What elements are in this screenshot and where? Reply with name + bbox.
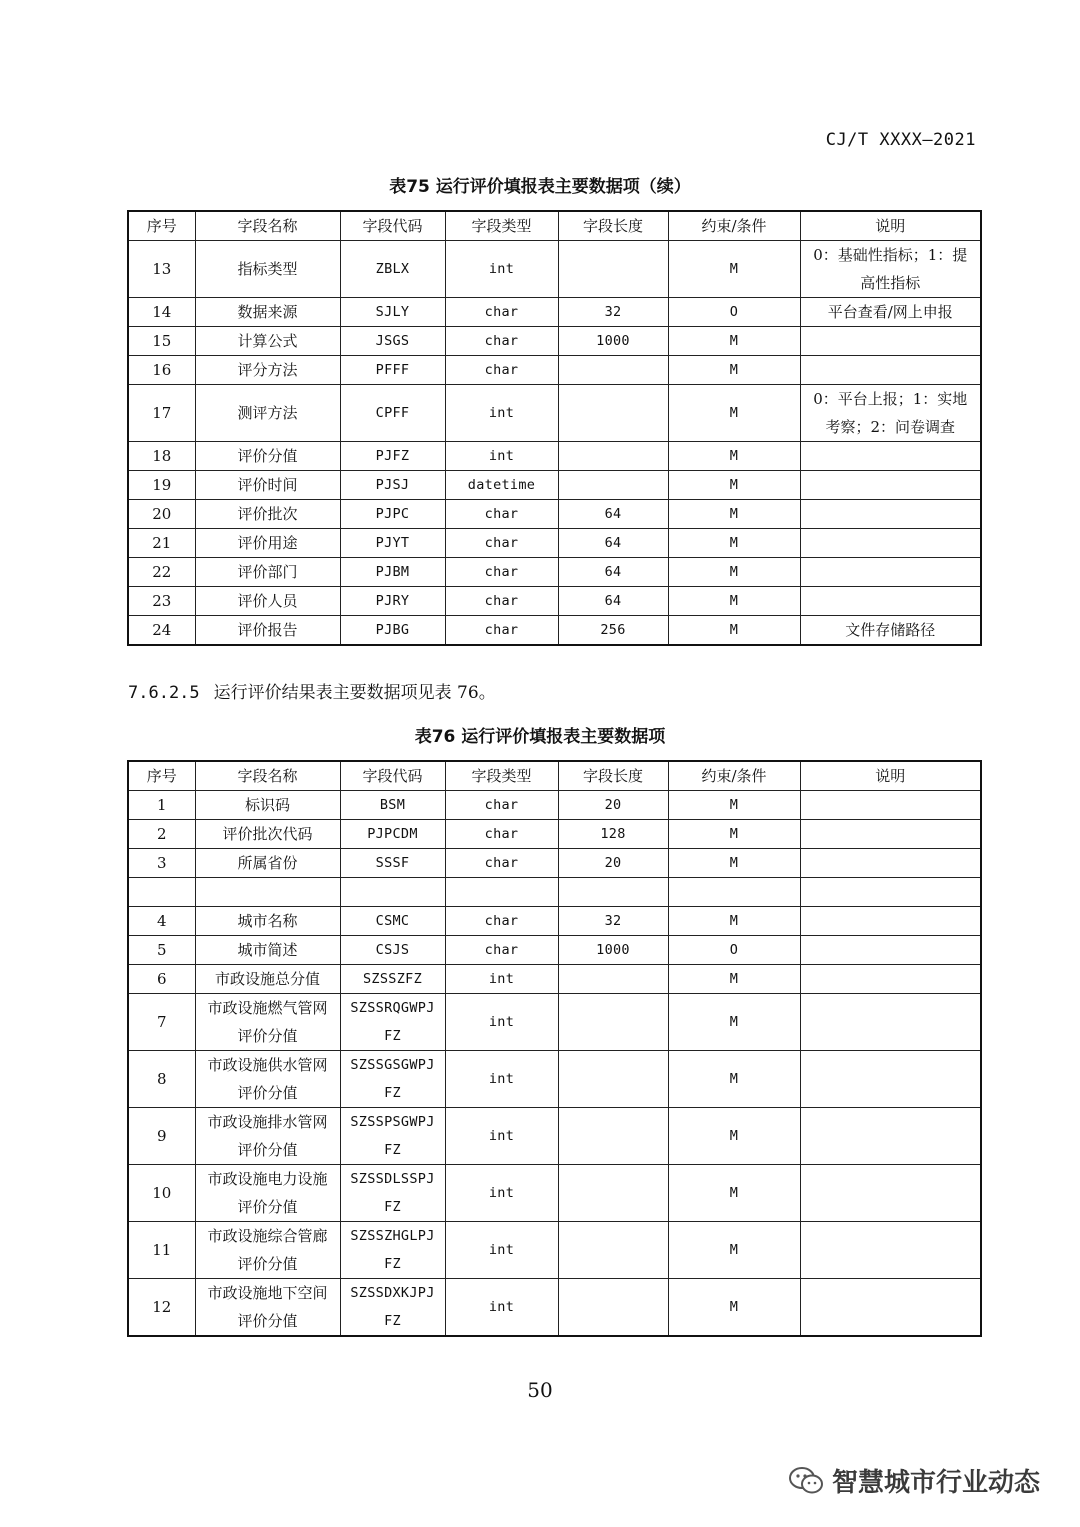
header-constraint: 约束/条件	[668, 761, 800, 791]
cell-field-length	[558, 1108, 668, 1165]
cell-field-length	[558, 442, 668, 471]
table-row	[128, 327, 981, 356]
cell-seq: 10	[128, 1165, 195, 1222]
table-row	[128, 298, 981, 327]
table-row	[128, 385, 981, 442]
table-row	[128, 878, 981, 907]
cell-field-code: PJSJ	[340, 471, 445, 500]
cell-seq: 11	[128, 1222, 195, 1279]
cell-field-length: 64	[558, 558, 668, 587]
cell-field-length	[558, 385, 668, 442]
table-row	[128, 1051, 981, 1108]
table-header-row	[128, 761, 981, 791]
cell-note: 0：平台上报；1：实地考察；2：问卷调查	[800, 385, 981, 442]
cell-field-type: char	[445, 936, 558, 965]
table-row	[128, 820, 981, 849]
header-note: 说明	[800, 761, 981, 791]
cell-seq: 3	[128, 849, 195, 878]
table-row	[128, 1222, 981, 1279]
cell-note	[800, 994, 981, 1051]
cell-seq: 7	[128, 994, 195, 1051]
header-constraint: 约束/条件	[668, 211, 800, 241]
cell-field-length: 128	[558, 820, 668, 849]
cell-constraint: M	[668, 241, 800, 298]
cell-seq: 21	[128, 529, 195, 558]
cell-note	[800, 1165, 981, 1222]
table76	[127, 760, 982, 1337]
cell-constraint: M	[668, 587, 800, 616]
cell-constraint: M	[668, 1051, 800, 1108]
cell-field-name: 市政设施排水管网评价分值	[195, 1108, 340, 1165]
header-field-code: 字段代码	[340, 211, 445, 241]
cell-field-name: 所属省份	[195, 849, 340, 878]
cell-field-length: 64	[558, 587, 668, 616]
table-row	[128, 241, 981, 298]
cell-note	[800, 471, 981, 500]
cell-field-code: PJRY	[340, 587, 445, 616]
table-row	[128, 849, 981, 878]
cell-note: 文件存储路径	[800, 616, 981, 646]
cell-field-name: 市政设施电力设施评价分值	[195, 1165, 340, 1222]
header-field-length: 字段长度	[558, 761, 668, 791]
cell-field-length: 20	[558, 849, 668, 878]
cell-constraint: M	[668, 471, 800, 500]
cell-note	[800, 1279, 981, 1337]
cell-field-length	[558, 241, 668, 298]
cell-field-length	[558, 994, 668, 1051]
cell-note	[800, 529, 981, 558]
cell-seq: 23	[128, 587, 195, 616]
cell-field-name: 评价部门	[195, 558, 340, 587]
cell-seq: 14	[128, 298, 195, 327]
cell-field-name: 评价时间	[195, 471, 340, 500]
cell-field-name: 市政设施综合管廊评价分值	[195, 1222, 340, 1279]
cell-field-name: 评价分值	[195, 442, 340, 471]
header-field-type: 字段类型	[445, 761, 558, 791]
table-row	[128, 1279, 981, 1337]
table-row	[128, 616, 981, 646]
cell-field-type: int	[445, 1165, 558, 1222]
cell-field-code: PJPC	[340, 500, 445, 529]
cell-field-type: datetime	[445, 471, 558, 500]
cell-field-name: 评价人员	[195, 587, 340, 616]
cell-field-code: CSJS	[340, 936, 445, 965]
cell-note	[800, 1051, 981, 1108]
cell-field-type: int	[445, 385, 558, 442]
cell-constraint: M	[668, 385, 800, 442]
cell-note	[800, 907, 981, 936]
cell-field-length	[558, 965, 668, 994]
cell-field-type	[445, 878, 558, 907]
table-row	[128, 529, 981, 558]
cell-field-code: ZBLX	[340, 241, 445, 298]
cell-field-code: SSSF	[340, 849, 445, 878]
cell-field-name: 测评方法	[195, 385, 340, 442]
cell-field-length: 32	[558, 907, 668, 936]
cell-field-code: SZSSZHGLPJFZ	[340, 1222, 445, 1279]
cell-note	[800, 587, 981, 616]
table-row	[128, 936, 981, 965]
cell-field-type: int	[445, 1222, 558, 1279]
cell-field-length	[558, 1279, 668, 1337]
table-header-row	[128, 211, 981, 241]
cell-field-code	[340, 878, 445, 907]
cell-field-code: PFFF	[340, 356, 445, 385]
cell-constraint: M	[668, 994, 800, 1051]
table-row	[128, 558, 981, 587]
cell-note	[800, 356, 981, 385]
cell-seq: 18	[128, 442, 195, 471]
table-row	[128, 994, 981, 1051]
table-row	[128, 1108, 981, 1165]
cell-field-type: char	[445, 791, 558, 820]
cell-constraint: M	[668, 356, 800, 385]
cell-field-type: int	[445, 994, 558, 1051]
header-field-length: 字段长度	[558, 211, 668, 241]
cell-constraint: M	[668, 907, 800, 936]
cell-field-name: 指标类型	[195, 241, 340, 298]
cell-seq: 8	[128, 1051, 195, 1108]
cell-field-code: PJBG	[340, 616, 445, 646]
cell-field-code: CPFF	[340, 385, 445, 442]
table-row	[128, 791, 981, 820]
cell-field-length	[558, 471, 668, 500]
cell-field-name: 市政设施地下空间评价分值	[195, 1279, 340, 1337]
cell-field-length: 1000	[558, 327, 668, 356]
cell-field-code: SZSSRQGWPJFZ	[340, 994, 445, 1051]
cell-field-code: SZSSGSGWPJFZ	[340, 1051, 445, 1108]
cell-field-type: int	[445, 442, 558, 471]
cell-constraint: O	[668, 936, 800, 965]
cell-field-length	[558, 1165, 668, 1222]
table75	[127, 210, 982, 646]
cell-field-name: 评价批次	[195, 500, 340, 529]
cell-constraint: M	[668, 616, 800, 646]
table-row	[128, 907, 981, 936]
table76-caption: 表76 运行评价填报表主要数据项	[414, 727, 666, 747]
cell-field-code: SZSSZFZ	[340, 965, 445, 994]
cell-note	[800, 849, 981, 878]
cell-field-length: 256	[558, 616, 668, 646]
cell-field-length	[558, 1051, 668, 1108]
cell-field-name: 市政设施供水管网评价分值	[195, 1051, 340, 1108]
cell-note	[800, 442, 981, 471]
cell-field-type: char	[445, 616, 558, 646]
cell-field-code: PJPCDM	[340, 820, 445, 849]
section-number: 7.6.2.5	[128, 683, 200, 703]
cell-constraint: M	[668, 1165, 800, 1222]
cell-field-name: 标识码	[195, 791, 340, 820]
cell-field-type: int	[445, 965, 558, 994]
cell-note	[800, 878, 981, 907]
watermark-text: 智慧城市行业动态	[832, 1468, 1041, 1498]
cell-note	[800, 965, 981, 994]
cell-constraint: M	[668, 791, 800, 820]
cell-field-length	[558, 1222, 668, 1279]
table-row	[128, 471, 981, 500]
cell-seq: 19	[128, 471, 195, 500]
cell-field-type: int	[445, 241, 558, 298]
cell-field-code: PJFZ	[340, 442, 445, 471]
cell-constraint: M	[668, 1279, 800, 1337]
cell-field-type: int	[445, 1051, 558, 1108]
cell-field-type: char	[445, 587, 558, 616]
header-note: 说明	[800, 211, 981, 241]
cell-constraint: M	[668, 442, 800, 471]
table-row	[128, 965, 981, 994]
header-field-name: 字段名称	[195, 211, 340, 241]
cell-field-length: 32	[558, 298, 668, 327]
header-field-type: 字段类型	[445, 211, 558, 241]
cell-seq: 6	[128, 965, 195, 994]
cell-note	[800, 1222, 981, 1279]
cell-note	[800, 1108, 981, 1165]
table-row	[128, 587, 981, 616]
cell-constraint: M	[668, 500, 800, 529]
cell-field-name: 评价报告	[195, 616, 340, 646]
cell-field-type: char	[445, 820, 558, 849]
cell-field-name	[195, 878, 340, 907]
cell-constraint: M	[668, 820, 800, 849]
cell-field-type: char	[445, 849, 558, 878]
cell-field-length	[558, 878, 668, 907]
cell-field-code: JSGS	[340, 327, 445, 356]
cell-note	[800, 936, 981, 965]
cell-field-code: SZSSDXKJPJFZ	[340, 1279, 445, 1337]
cell-field-code: BSM	[340, 791, 445, 820]
cell-note	[800, 820, 981, 849]
cell-note: 平台查看/网上申报	[800, 298, 981, 327]
cell-field-length: 64	[558, 500, 668, 529]
cell-field-name: 市政设施总分值	[195, 965, 340, 994]
cell-constraint: M	[668, 965, 800, 994]
wechat-icon	[788, 1466, 824, 1496]
cell-constraint: M	[668, 529, 800, 558]
cell-note	[800, 791, 981, 820]
cell-field-type: char	[445, 356, 558, 385]
header-field-code: 字段代码	[340, 761, 445, 791]
cell-field-length: 1000	[558, 936, 668, 965]
cell-field-code: SZSSDLSSPJFZ	[340, 1165, 445, 1222]
header-seq: 序号	[128, 761, 195, 791]
cell-seq: 9	[128, 1108, 195, 1165]
cell-field-type: char	[445, 298, 558, 327]
cell-note: 0：基础性指标；1：提高性指标	[800, 241, 981, 298]
cell-constraint: M	[668, 1222, 800, 1279]
cell-field-code: SJLY	[340, 298, 445, 327]
page-number: 50	[527, 1378, 553, 1402]
cell-field-type: char	[445, 327, 558, 356]
cell-field-name: 数据来源	[195, 298, 340, 327]
cell-seq: 22	[128, 558, 195, 587]
cell-field-name: 评分方法	[195, 356, 340, 385]
cell-field-code: SZSSPSGWPJFZ	[340, 1108, 445, 1165]
cell-seq: 13	[128, 241, 195, 298]
cell-field-type: char	[445, 500, 558, 529]
section-paragraph	[128, 678, 496, 703]
cell-seq: 24	[128, 616, 195, 646]
cell-seq: 1	[128, 791, 195, 820]
cell-field-code: CSMC	[340, 907, 445, 936]
cell-constraint: M	[668, 327, 800, 356]
header-field-name: 字段名称	[195, 761, 340, 791]
cell-field-name: 评价用途	[195, 529, 340, 558]
wechat-watermark	[788, 1462, 1040, 1499]
cell-seq: 5	[128, 936, 195, 965]
cell-seq: 4	[128, 907, 195, 936]
cell-field-type: int	[445, 1108, 558, 1165]
cell-seq: 12	[128, 1279, 195, 1337]
cell-field-name: 计算公式	[195, 327, 340, 356]
cell-field-length: 20	[558, 791, 668, 820]
cell-field-type: char	[445, 529, 558, 558]
header-seq: 序号	[128, 211, 195, 241]
cell-constraint: M	[668, 558, 800, 587]
cell-field-name: 评价批次代码	[195, 820, 340, 849]
cell-constraint: M	[668, 1108, 800, 1165]
cell-seq: 2	[128, 820, 195, 849]
section-text: 运行评价结果表主要数据项见表 76。	[213, 683, 496, 703]
cell-seq: 17	[128, 385, 195, 442]
cell-field-length	[558, 356, 668, 385]
table-row	[128, 500, 981, 529]
cell-seq: 20	[128, 500, 195, 529]
cell-note	[800, 327, 981, 356]
table-row	[128, 1165, 981, 1222]
cell-field-code: PJYT	[340, 529, 445, 558]
cell-note	[800, 558, 981, 587]
cell-field-type: int	[445, 1279, 558, 1337]
cell-note	[800, 500, 981, 529]
cell-seq	[128, 878, 195, 907]
cell-constraint: M	[668, 849, 800, 878]
cell-field-name: 城市简述	[195, 936, 340, 965]
cell-field-code: PJBM	[340, 558, 445, 587]
cell-field-type: char	[445, 907, 558, 936]
cell-field-type: char	[445, 558, 558, 587]
cell-seq: 16	[128, 356, 195, 385]
table-row	[128, 442, 981, 471]
table75-caption: 表75 运行评价填报表主要数据项（续）	[389, 177, 691, 197]
table-row	[128, 356, 981, 385]
cell-field-length: 64	[558, 529, 668, 558]
standard-code: CJ/T XXXX—2021	[825, 130, 976, 150]
cell-seq: 15	[128, 327, 195, 356]
cell-field-name: 市政设施燃气管网评价分值	[195, 994, 340, 1051]
cell-constraint	[668, 878, 800, 907]
cell-field-name: 城市名称	[195, 907, 340, 936]
cell-constraint: O	[668, 298, 800, 327]
